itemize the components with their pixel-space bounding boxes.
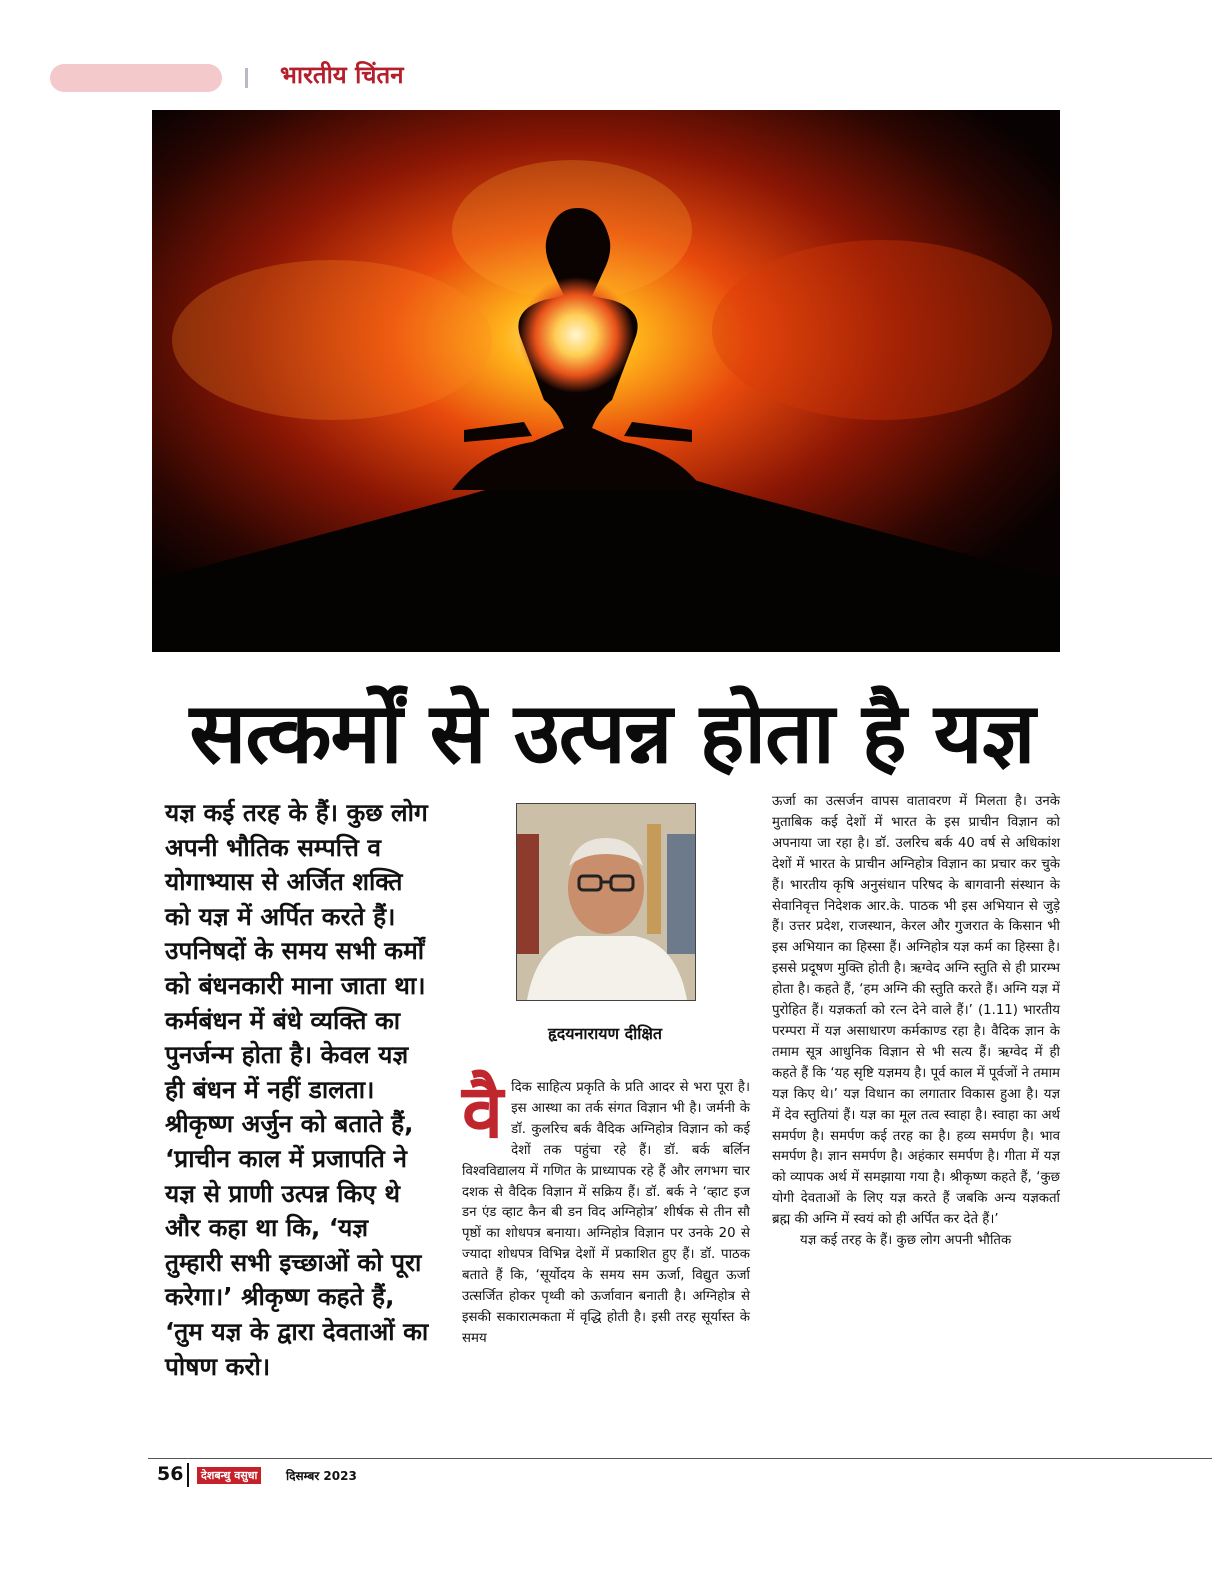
hero-image — [152, 110, 1060, 652]
footer-divider — [187, 1463, 189, 1487]
lead-column — [165, 796, 433, 1384]
lead-paragraph: यज्ञ कई तरह के हैं। कुछ लोग अपनी भौतिक सम्पत्ति व योगाभ्यास से अर्जित शक्ति को यज्ञ में अर्पित करते हैं। उपनिषदों के समय सभी कर्मों को बंधनकारी माना जाता था। कर्मबंधन में बंधे व्यक्ति का पुनर्जन्म होता है। केवल यज्ञ ही बंधन में नहीं डालता। श्रीकृष्ण अर्जुन को बताते हैं, ‘प्राचीन काल में प्रजापति ने यज्ञ से प्राणी उत्पन्न किए थे और कहा था कि, ‘यज्ञ तुम्हारी सभी इच्छाओं को पूरा करेगा।’ श्रीकृष्ण कहते हैं, ‘तुम यज्ञ के द्वारा देवताओं का पोषण करो। — [165, 798, 429, 1381]
magazine-logo: देशबन्धु वसुधा — [197, 1467, 261, 1484]
article-headline: सत्कर्मों से उत्पन्न होता है यज्ञ — [189, 684, 1035, 782]
body-paragraph: दिक साहित्य प्रकृति के प्रति आदर से भरा पूरा है। इस आस्था का तर्क संगत विज्ञान भी है। जर्मनी के डॉ. कुलरिच बर्क वैदिक अग्निहोत्र विज्ञान को कई देशों तक पहुंचा रहे हैं। डॉ. बर्क बर्लिन विश्वविद्यालय में गणित के प्राध्यापक रहे हैं और लगभग चार दशक से वैदिक विज्ञान में सक्रिय हैं। डॉ. बर्क ने ‘व्हाट इज डन एंड व्हाट कैन बी डन विद अग्निहोत्र’ शीर्षक से तीन सौ पृष्ठों का शोधपत्र बनाया। अग्निहोत्र विज्ञान पर उनके 20 से ज्यादा शोधपत्र विभिन्न देशों में प्रकाशित हुए हैं। डॉ. पाठक बताते हैं कि, ‘सूर्योदय के समय सम ऊर्जा, विद्युत ऊर्जा उत्सर्जित होकर पृथ्वी को ऊर्जावान बनाती है। अग्निहोत्र से इसकी सकारात्मकता में वृद्धि होती है। इसी तरह सूर्यास्त के समय — [462, 1080, 750, 1346]
meditating-figure-icon — [152, 110, 1060, 652]
issue-date: दिसम्बर 2023 — [286, 1469, 357, 1483]
section-tab-marker — [50, 64, 222, 92]
drop-cap: वै — [462, 1069, 504, 1155]
body-paragraph: ऊर्जा का उत्सर्जन वापस वातावरण में मिलता है। उनके मुताबिक कई देशों में भारत के इस प्राचीन विज्ञान को अपनाया जा रहा है। डॉ. उलरिच बर्क 40 वर्ष से अधिकांश देशों में भारत के प्राचीन अग्निहोत्र विज्ञान का प्रचार कर चुके हैं। भारतीय कृषि अनुसंधान परिषद के बागवानी संस्थान के सेवानिवृत्त निदेशक आर.के. पाठक भी इस अभियान से जुड़े हैं। उत्तर प्रदेश, राजस्थान, केरल और गुजरात के किसान भी इस अभियान का हिस्सा हैं। अग्निहोत्र यज्ञ कर्म का हिस्सा है। इससे प्रदूषण मुक्ति होती है। ऋग्वेद अग्नि स्तुति से ही प्रारम्भ होता है। कहते हैं, ‘हम अग्नि की स्तुति करते हैं। अग्नि यज्ञ में पुरोहित हैं। यज्ञकर्ता को रत्न देने वाले हैं।’ (1.11) भारतीय परम्परा में यज्ञ असाधारण कर्मकाण्ड रहा है। वैदिक ज्ञान के तमाम सूत्र आधुनिक विज्ञान से भी सत्य हैं। ऋग्वेद में ही कहते हैं कि ‘यह सृष्टि यज्ञमय है। पूर्व काल में पूर्वजों ने तमाम यज्ञ किए थे।’ यज्ञ विधान का लगातार विकास हुआ है। यज्ञ में देव स्तुतियां हैं। यज्ञ का मूल तत्व स्वाहा है। स्वाहा का अर्थ समर्पण है। समर्पण कई तरह का है। हव्य समर्पण है। भाव समर्पण है। ज्ञान समर्पण है। अहंकार समर्पण है। गीता में यज्ञ को व्यापक अर्थ में समझाया गया है। श्रीकृष्ण कहते हैं, ‘कुछ योगी देवताओं के लिए यज्ञ करते हैं जबकि अन्य यज्ञकर्ता ब्रह्म की अग्नि में स्वयं को ही अर्पित कर देते हैं।’ — [772, 794, 1060, 1228]
author-portrait-icon — [517, 804, 695, 1000]
body-paragraph-continued: यज्ञ कई तरह के हैं। कुछ लोग अपनी भौतिक — [800, 1233, 1012, 1249]
author-photo — [516, 803, 696, 1001]
body-column-3 — [772, 792, 1060, 1252]
body-column-2 — [462, 1069, 750, 1350]
author-name: हृदयनारायण दीक्षित — [547, 1024, 663, 1043]
header-divider — [245, 68, 248, 88]
section-title: भारतीय चिंतन — [280, 61, 404, 89]
footer-rule — [148, 1458, 1212, 1459]
page-number: 56 — [157, 1463, 184, 1485]
